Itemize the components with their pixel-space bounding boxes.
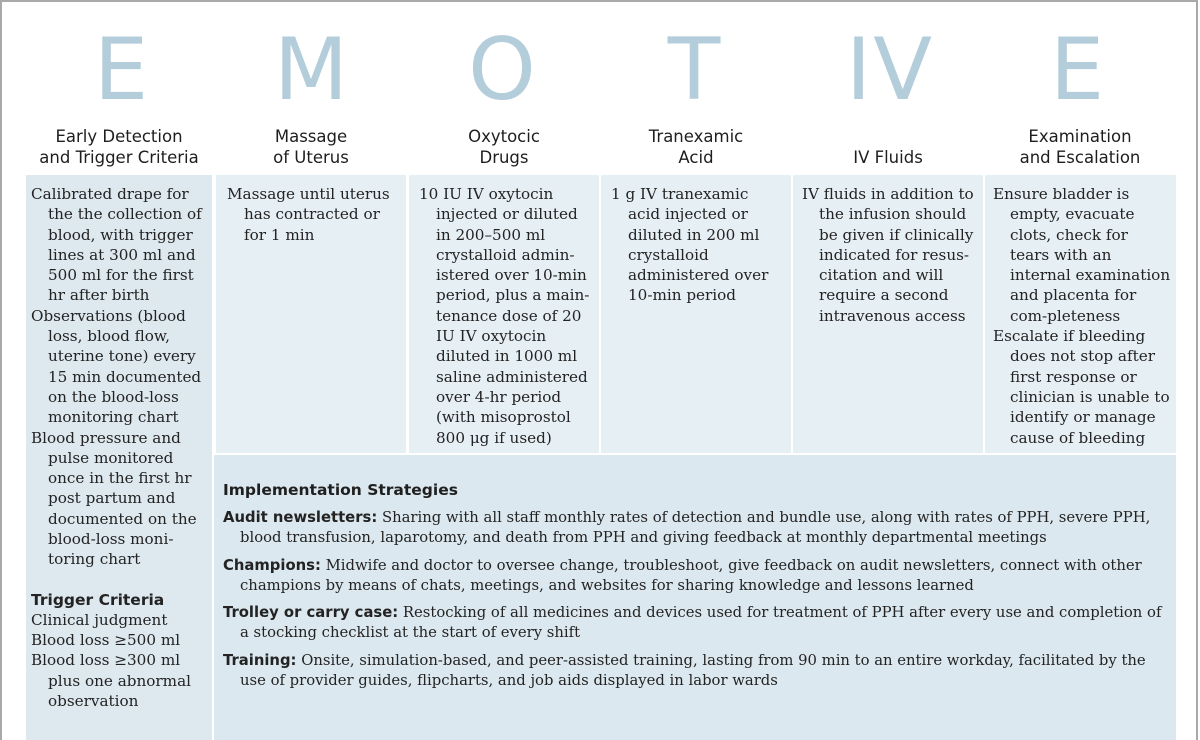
strategy-champions: Champions: Midwife and doctor to oversee change, troubleshoot, give feedback on audit newsletters, connect with other champions by means of chats, meetings, and websites for sharing knowledge and lessons learned — [223, 556, 1142, 594]
early-detection-item: Observations (blood loss, blood flow, uterine tone) every 15 min documented on the blood-loss monitoring chart — [31, 306, 202, 427]
letter-o: O — [468, 20, 538, 120]
letter-t: T — [667, 20, 723, 120]
examination-item: Ensure bladder is empty, evacuate clots, check for tears with an internal examination and placenta for com-pleteness — [993, 185, 1171, 325]
panel-examination — [985, 175, 1176, 453]
early-detection-item: Calibrated drape for the the collection of blood, with trigger lines at 300 ml and 500 ml for the first hr after birth — [31, 185, 202, 305]
heading-massage: Massage of Uterus — [273, 127, 349, 167]
heading-iv-fluids: IV Fluids — [853, 148, 923, 167]
trigger-item: Blood loss ≥300 ml plus one abnormal observation — [31, 651, 191, 710]
letter-iv: IV — [845, 20, 935, 120]
heading-early-detection: Early Detection and Trigger Criteria — [39, 127, 199, 167]
implementation-panel — [214, 455, 1176, 740]
heading-oxytocic: Oxytocic Drugs — [468, 127, 540, 167]
trigger-item: Clinical judgment — [31, 610, 168, 629]
letter-m: M — [273, 20, 351, 120]
strategy-training: Training: Onsite, simulation-based, and peer-assisted training, lasting from 90 min to an entire workday, facilitated by the use of provider guides, flipcharts, and job aids displayed in labor wards — [223, 651, 1146, 690]
panel-oxytocic — [409, 175, 599, 453]
strategy-audit-newsletters: Audit newsletters: Sharing with all staff monthly rates of detection and bundle use, along with rates of PPH, severe PPH, blood transfusion, laparotomy, and death from PPH and giving feedback at monthly departmental meetings — [223, 509, 1151, 547]
letter-e1: E — [93, 20, 151, 120]
heading-examination: Examination and Escalation — [1019, 127, 1141, 167]
oxytocic-item: 10 IU IV oxytocin injected or diluted in 200–500 ml crystalloid admin-istered over 10-min period, plus a main-tenance dose of 20 IU IV oxytocin diluted in 1000 ml saline administered over 4-hr period (with misoprostol 800 μg if used) — [419, 185, 590, 447]
examination-item: Escalate if bleeding does not stop after first response or clinician is unable to identify or manage cause of bleeding — [993, 327, 1170, 447]
strategy-trolley: Trolley or carry case: Restocking of all medicines and devices used for treatment of PPH after every use and completion of a stocking checklist at the start of every shift — [223, 604, 1162, 642]
panel-iv-fluids — [793, 175, 983, 453]
panel-massage — [216, 175, 406, 453]
massage-item: Massage until uterus has contracted or for 1 min — [227, 185, 390, 244]
panel-early-detection — [26, 175, 212, 740]
panel-tranexamic — [601, 175, 791, 453]
early-detection-item: Blood pressure and pulse monitored once in the first hr post partum and documented on the blood-loss moni-toring chart — [31, 428, 197, 569]
iv-fluids-item: IV fluids in addition to the infusion should be given if clinically indicated for resus-citation and will require a second intravenous access — [802, 185, 974, 325]
trigger-item: Blood loss ≥500 ml — [31, 630, 181, 649]
tranexamic-item: 1 g IV tranexamic acid injected or diluted in 200 ml crystalloid administered over 10-min period — [611, 185, 769, 305]
letter-e2: E — [1049, 20, 1107, 120]
implementation-title: Implementation Strategies — [223, 481, 458, 499]
heading-tranexamic: Tranexamic Acid — [648, 127, 744, 167]
trigger-criteria-title: Trigger Criteria — [31, 590, 165, 609]
